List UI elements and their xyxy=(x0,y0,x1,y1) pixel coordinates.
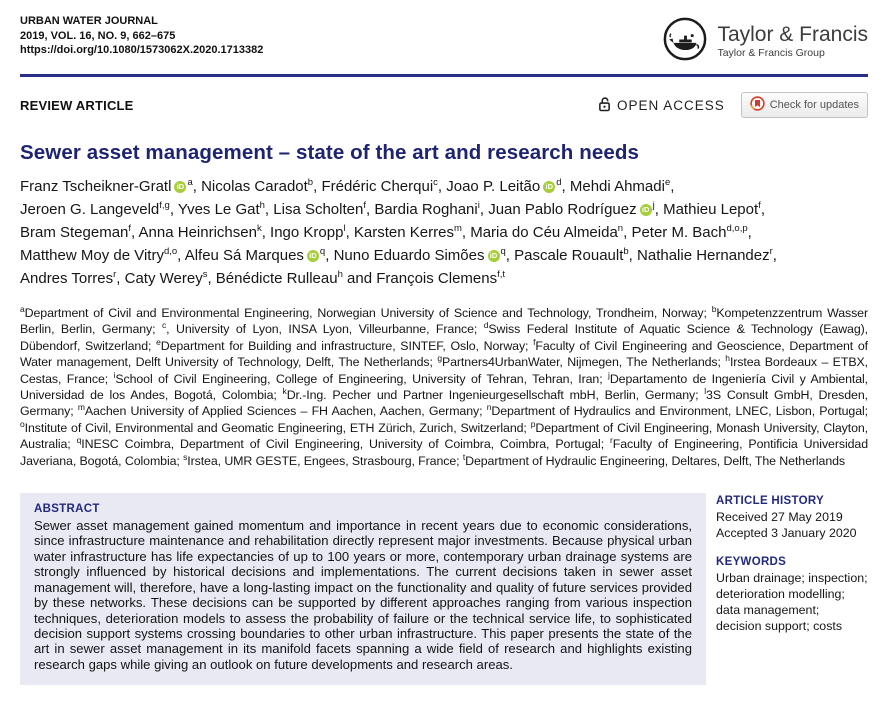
publisher-name: Taylor & Francis xyxy=(717,23,868,46)
author-affiliation-sup: e xyxy=(664,177,671,188)
author-list xyxy=(20,175,868,290)
author-affiliation-sup: f xyxy=(758,200,761,211)
keywords-block xyxy=(716,554,868,634)
author-affiliation-sup: k xyxy=(256,223,262,234)
open-lock-icon xyxy=(598,96,611,115)
affiliation-sup: a xyxy=(20,303,25,314)
author-affiliation-sup: d xyxy=(556,177,562,188)
author-affiliation-sup: n xyxy=(617,223,624,234)
article-type-label: REVIEW ARTICLE xyxy=(20,97,134,113)
author-line: Jeroen G. Langeveld$^{f,g}$, Yves Le Gat$^h$, Lisa Scholten$^f$, Bardia Roghani$^i$, Juan Pablo Rodríguez iD $^j$, Mathieu Lepot$^f$, xyxy=(20,200,765,218)
author-affiliation-sup: a xyxy=(187,177,193,188)
author-name: Mehdi Ahmadi xyxy=(569,178,665,195)
author-affiliation-sup: i xyxy=(477,200,480,211)
crossmark-icon xyxy=(750,96,765,114)
author-name: Nathalie Hernandez xyxy=(637,247,770,264)
header-badges xyxy=(598,92,868,118)
journal-name: URBAN WATER JOURNAL xyxy=(20,15,158,27)
author-affiliation-sup: q xyxy=(319,246,326,257)
doi-link[interactable]: https://doi.org/10.1080/1573062X.2020.1713382 xyxy=(20,44,264,56)
author-name: Jeroen G. Langeveld xyxy=(20,201,160,218)
orcid-icon[interactable]: iD xyxy=(174,181,186,193)
article-history-items xyxy=(716,509,868,541)
article-title: Sewer asset management – state of the art and research needs xyxy=(20,141,639,164)
author-name: Bram Stegeman xyxy=(20,224,129,241)
author-name: Karsten Kerres xyxy=(353,224,454,241)
author-name: Nuno Eduardo Simões xyxy=(333,247,485,264)
author-affiliation-sup: d,o,p xyxy=(726,223,748,234)
author-name: Lisa Scholten xyxy=(273,201,364,218)
author-name: Frédéric Cherqui xyxy=(321,178,434,195)
author-affiliation-sup: f xyxy=(363,200,366,211)
orcid-icon[interactable]: iD xyxy=(488,250,500,262)
article-sidebar xyxy=(706,493,868,685)
author-affiliation-sup: f,t xyxy=(497,269,506,280)
author-name: Ingo Kropp xyxy=(270,224,344,241)
affiliation-sup: d xyxy=(483,320,489,331)
affiliation-sup: j xyxy=(608,369,610,380)
author-affiliation-sup: m xyxy=(453,223,462,234)
keywords-text: Urban drainage; inspection; deterioration modelling; data management; decision support; costs xyxy=(716,571,868,634)
author-name: Mathieu Lepot xyxy=(663,201,759,218)
author-name: Maria do Céu Almeida xyxy=(470,224,618,241)
affiliation-sup: h xyxy=(725,353,730,364)
author-affiliation-sup: b xyxy=(623,246,629,257)
orcid-icon[interactable]: iD xyxy=(543,181,555,193)
author-name: Juan Pablo Rodríguez xyxy=(488,201,637,218)
author-affiliation-sup: s xyxy=(202,269,208,280)
affiliation-sup: o xyxy=(20,418,25,429)
author-name: Joao P. Leitão xyxy=(446,178,541,195)
author-line: Franz Tscheikner-Gratl iD $^a$, Nicolas Caradot$^b$, Frédéric Cherqui$^c$, Joao P. Leitão iD $^d$, Mehdi Ahmadi$^e$, xyxy=(20,177,675,195)
orcid-icon[interactable]: iD xyxy=(307,250,319,262)
affiliation-sup: i xyxy=(113,369,116,380)
author-name: Alfeu Sá Marques xyxy=(184,247,304,264)
author-name: Bénédicte Rulleau xyxy=(215,270,338,287)
open-access-label: OPEN ACCESS xyxy=(616,97,725,113)
affiliation-sup: g xyxy=(437,353,442,364)
article-history-heading: ARTICLE HISTORY xyxy=(716,495,825,508)
author-name: François Clemens xyxy=(376,270,498,287)
affiliation-sup: m xyxy=(77,402,85,413)
author-affiliation-sup: d,o xyxy=(163,246,178,257)
affiliation-sup: l xyxy=(704,385,707,396)
affiliation-sup: p xyxy=(530,418,536,429)
article-type-row xyxy=(20,92,868,118)
author-affiliation-sup: c xyxy=(433,177,438,188)
author-line: Bram Stegeman$^f$, Anna Heinrichsen$^k$, Ingo Kropp$^l$, Karsten Kerres$^m$, Maria do Céu Almeida$^n$, Peter M. Bach$^{d,o,p}$, xyxy=(20,223,752,241)
author-name: Matthew Moy de Vitry xyxy=(20,247,164,264)
abstract-heading: ABSTRACT xyxy=(34,503,100,516)
author-name: Pascale Rouault xyxy=(514,247,624,264)
check-for-updates-button[interactable] xyxy=(741,92,868,118)
author-name: Franz Tscheikner-Gratl xyxy=(20,178,172,195)
keywords-heading: KEYWORDS xyxy=(716,556,787,569)
abstract-text: Sewer asset management gained momentum and importance in recent years due to economic considerations, since infrastructure maintenance and rehabilitation directly represent major investments. Because physical urban water infrastructure has life expectancies of up to 100 years or more, contemporary urban drainage systems are strongly influenced by historical decisions and implementations. The current decisions taken in sewer asset management will, therefore, have a long-lasting impact on the functionality and quality of future services provided by these networks. These decisions can be supported by different approaches ranging from various inspection techniques, deterioration models to assess the probability of failure or the technical service life, to sophisticated decision support systems crossing boundaries to other urban infrastructure. This paper presents the state of the art in sewer asset management in its manifold facets spanning a wide field of research and highlights existing research gaps while giving an outlook on future developments and research areas. xyxy=(34,518,692,672)
author-affiliation-sup: r xyxy=(113,269,117,280)
header-rule xyxy=(20,74,868,77)
author-affiliation-sup: r xyxy=(769,246,773,257)
check-for-updates-label: Check for updates xyxy=(769,99,859,111)
author-line: Matthew Moy de Vitry$^{d,o}$, Alfeu Sá Marques iD $^q$, Nuno Eduardo Simões iD $^q$, Pascale Rouault$^b$, Nathalie Hernandez$^r$, xyxy=(20,246,777,264)
affiliation-sup: b xyxy=(711,303,717,314)
affiliations-text: $^a$Department of Civil and Environmental Engineering, Norwegian University of Science and Technology, Trondheim, Norway; $^b$Kompetenzzentrum Wasser Berlin, Berlin, Germany; $^c$, University of Lyon, INSA Lyon, Villeurbanne, France; $^d$Swiss Federal Institute of Aquatic Science & Technology (Eawag), Dübendorf, Switzerland; $^e$Department for Building and infrastructure, SINTEF, Oslo, Norway; $^f$Faculty of Civil Engineering and Geoscience, Department of Water management, Delft University of Technology, Delft, The Netherlands; $^g$Partners4UrbanWater, Nijmegen, The Netherlands; $^h$Irstea Bordeaux – ETBX, Cestas, France; $^i$School of Civil Engineering, College of Engineering, University of Tehran, Tehran, Iran; $^j$Departamento de Ingeniería Civil y Ambiental, Universidad de los Andes, Bogotá, Colombia; $^k$Dr.-Ing. Pecher und Partner Ingenieurgesellschaft mbH, Berlin, Germany; $^l$3S Consult GmbH, Dresden, Germany; $^m$Aachen University of Applied Sciences – FH Aachen, Aachen, Germany; $^n$Department of Hydraulics and Environment, LNEC, Lisbon, Portugal; $^o$Institute of Civil, Environmental and Geomatic Engineering, ETH Zürich, Zurich, Switzerland; $^p$Department of Civil Engineering, Monash University, Clayton, Australia; $^q$INESC Coimbra, Department of Civil Engineering, University of Coimbra, Coimbra, Portugal; $^r$Faculty of Engineering, Pontificia Universidad Javeriana, Bogotá, Colombia; $^s$Irstea, UMR GESTE, Engees, Strasbourg, France; $^t$Department of Hydraulic Engineering, Deltares, Delft, The Netherlands xyxy=(20,303,869,468)
journal-info xyxy=(20,14,263,58)
affiliation-sup: c xyxy=(161,320,167,331)
affiliation-sup: e xyxy=(156,336,161,347)
publisher-group: Taylor & Francis Group xyxy=(717,47,825,59)
affiliation-sup: s xyxy=(183,451,188,462)
affiliation-sup: f xyxy=(533,336,536,347)
author-name: Andres Torres xyxy=(20,270,114,287)
author-affiliation-sup: q xyxy=(500,246,506,257)
affiliation-sup: q xyxy=(76,435,82,446)
author-affiliation-sup: h xyxy=(337,269,343,280)
orcid-icon[interactable]: iD xyxy=(640,204,652,216)
author-affiliation-sup: h xyxy=(259,200,265,211)
masthead xyxy=(20,14,868,67)
affiliation-sup: n xyxy=(486,402,492,413)
author-affiliation-sup: f xyxy=(128,223,132,234)
publisher-block xyxy=(662,16,868,67)
author-affiliation-sup: b xyxy=(307,177,314,188)
author-name: Nicolas Caradot xyxy=(201,178,308,195)
journal-issue: 2019, VOL. 16, NO. 9, 662–675 xyxy=(20,29,176,42)
affiliation-sup: k xyxy=(282,385,287,396)
publisher-text xyxy=(717,24,868,59)
abstract-box xyxy=(20,493,706,685)
author-affiliation-sup: f,g xyxy=(159,200,170,211)
affiliation-sup: t xyxy=(462,451,466,462)
author-name: Caty Werey xyxy=(124,270,203,287)
author-line: Andres Torres$^r$, Caty Werey$^s$, Bénédicte Rulleau$^h$ and François Clemens$^{f,t}$ xyxy=(20,269,506,287)
affiliation-sup: r xyxy=(610,435,613,446)
author-name: Yves Le Gat xyxy=(177,201,260,218)
author-affiliation-sup: l xyxy=(343,223,346,234)
taylor-francis-logo-icon xyxy=(662,16,708,67)
author-name: Bardia Roghani xyxy=(374,201,478,218)
author-name: Peter M. Bach xyxy=(631,224,727,241)
history-item: Accepted 3 January 2020 xyxy=(716,526,857,541)
history-item: Received 27 May 2019 xyxy=(716,510,843,525)
open-access-badge xyxy=(598,96,725,115)
author-affiliation-sup: j xyxy=(652,200,655,211)
author-name: Anna Heinrichsen xyxy=(138,224,257,241)
abstract-section xyxy=(20,493,868,685)
